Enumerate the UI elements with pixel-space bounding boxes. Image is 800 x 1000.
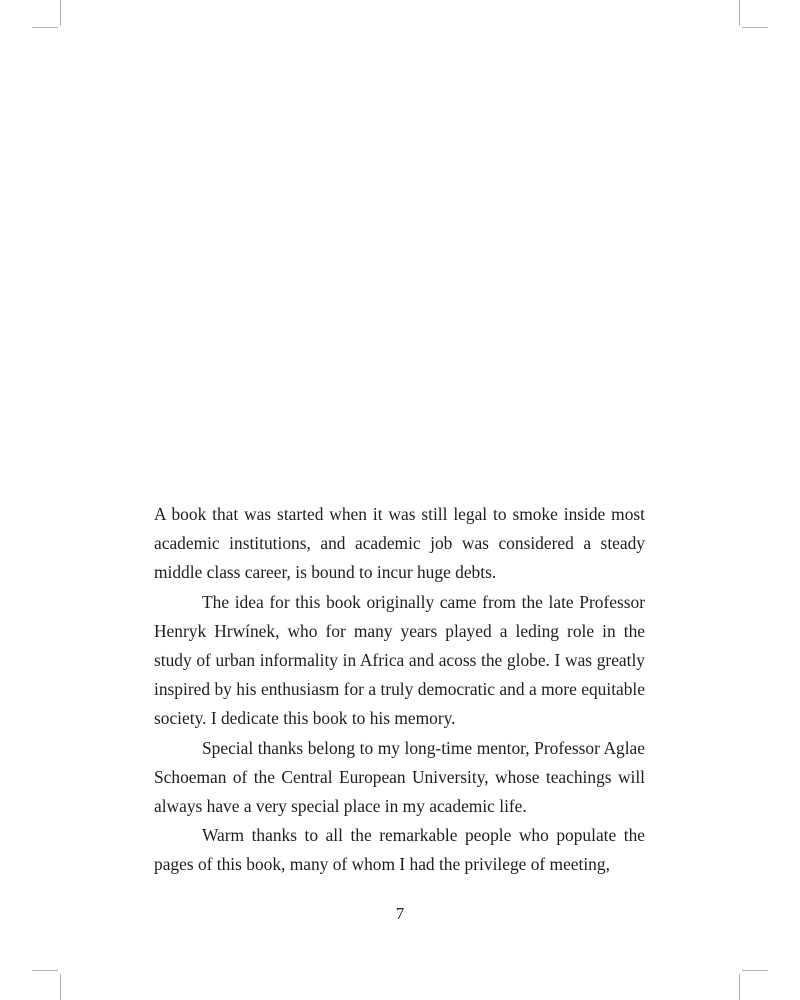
- crop-mark-top-right-horizontal: [742, 27, 768, 28]
- crop-mark-top-left-vertical: [60, 0, 61, 26]
- crop-mark-bottom-left-horizontal: [32, 970, 58, 971]
- crop-mark-bottom-right-horizontal: [742, 970, 768, 971]
- crop-mark-bottom-left-vertical: [60, 974, 61, 1000]
- paragraph-4: Warm thanks to all the remarkable people who populate the pages of this book, many of whom I had the privilege of meeting,: [154, 825, 645, 875]
- acknowledgements-text: [154, 500, 645, 880]
- paragraph-3: Special thanks belong to my long-time mentor, Professor Aglae Schoeman of the Central European University, whose teachings will always have a very special place in my academic life.: [154, 737, 645, 817]
- crop-mark-bottom-right-vertical: [739, 974, 740, 1000]
- page-number: 7: [395, 904, 405, 923]
- paragraph-1: A book that was started when it was still legal to smoke inside most academic institutions, and academic job was considered a steady middle class career, is bound to incur huge debts.: [154, 504, 645, 583]
- crop-mark-top-right-vertical: [739, 0, 740, 26]
- paragraph-2: The idea for this book originally came from the late Professor Henryk Hrwínek, who for many years played a leding role in the study of urban informality in Africa and acoss the globe. I was greatly inspired by his enthusiasm for a truly democratic and a more equitable society. I dedicate this book to his memory.: [154, 591, 645, 729]
- crop-mark-top-left-horizontal: [32, 27, 58, 28]
